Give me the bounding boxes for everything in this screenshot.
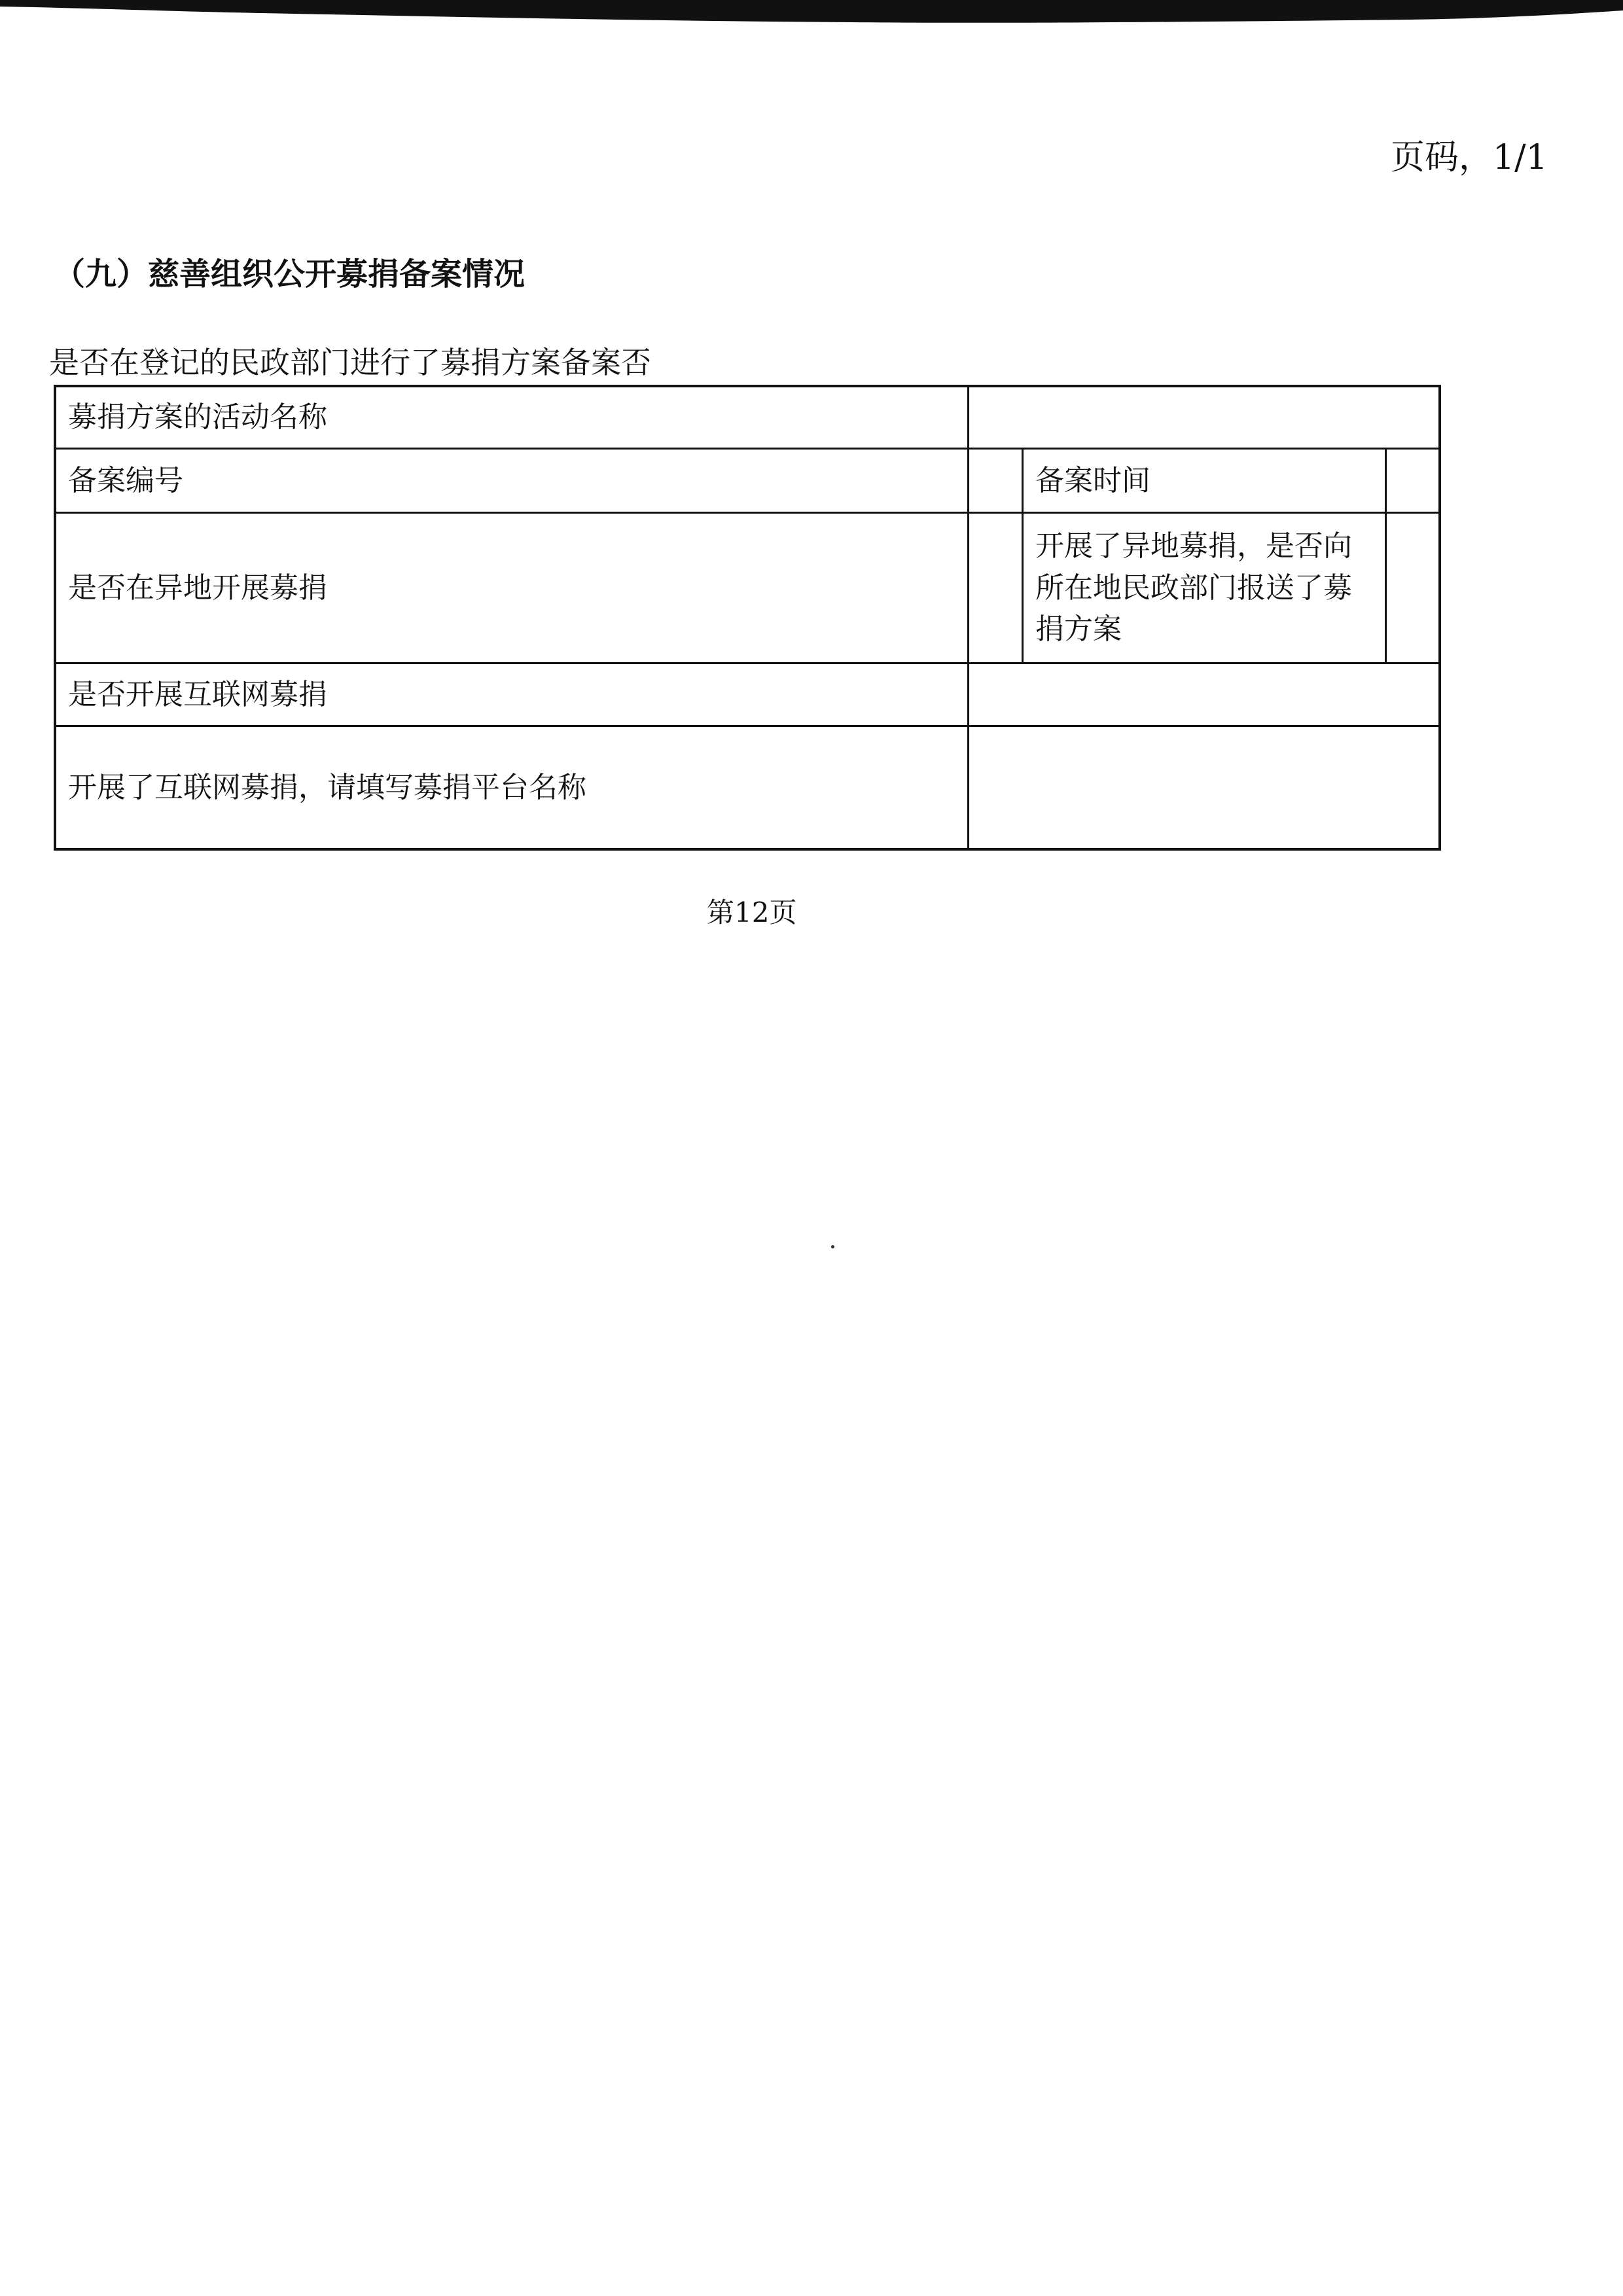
filing-question: 是否在登记的民政部门进行了募捐方案备案否 (49, 345, 651, 380)
remote-fundraising-label: 是否在异地开展募捐 (68, 571, 327, 605)
record-number-label: 备案编号 (68, 463, 183, 497)
record-number-value (969, 450, 1022, 512)
scan-speck (831, 1245, 834, 1248)
remote-report-label: 开展了异地募捐，是否向所在地民政部门报送了募捐方案 (1035, 529, 1352, 646)
platform-name-value (969, 727, 1438, 848)
remote-fundraising-value (969, 514, 1022, 662)
scan-edge-shadow (0, 0, 1623, 52)
record-time-value (1387, 450, 1438, 512)
page-footer: 第12页 (707, 896, 797, 928)
page-code: 页码，1/1 (1391, 138, 1548, 177)
section-heading: （九）慈善组织公开募捐备案情况 (54, 256, 526, 292)
internet-fundraising-label: 是否开展互联网募捐 (68, 677, 327, 711)
platform-name-label: 开展了互联网募捐，请填写募捐平台名称 (68, 770, 586, 804)
remote-report-value (1387, 514, 1438, 662)
fundraising-filing-table (54, 385, 1441, 851)
internet-fundraising-value (969, 664, 1438, 725)
activity-name-label: 募捐方案的活动名称 (68, 400, 327, 434)
activity-name-value (969, 387, 1438, 448)
record-time-label: 备案时间 (1035, 463, 1150, 497)
